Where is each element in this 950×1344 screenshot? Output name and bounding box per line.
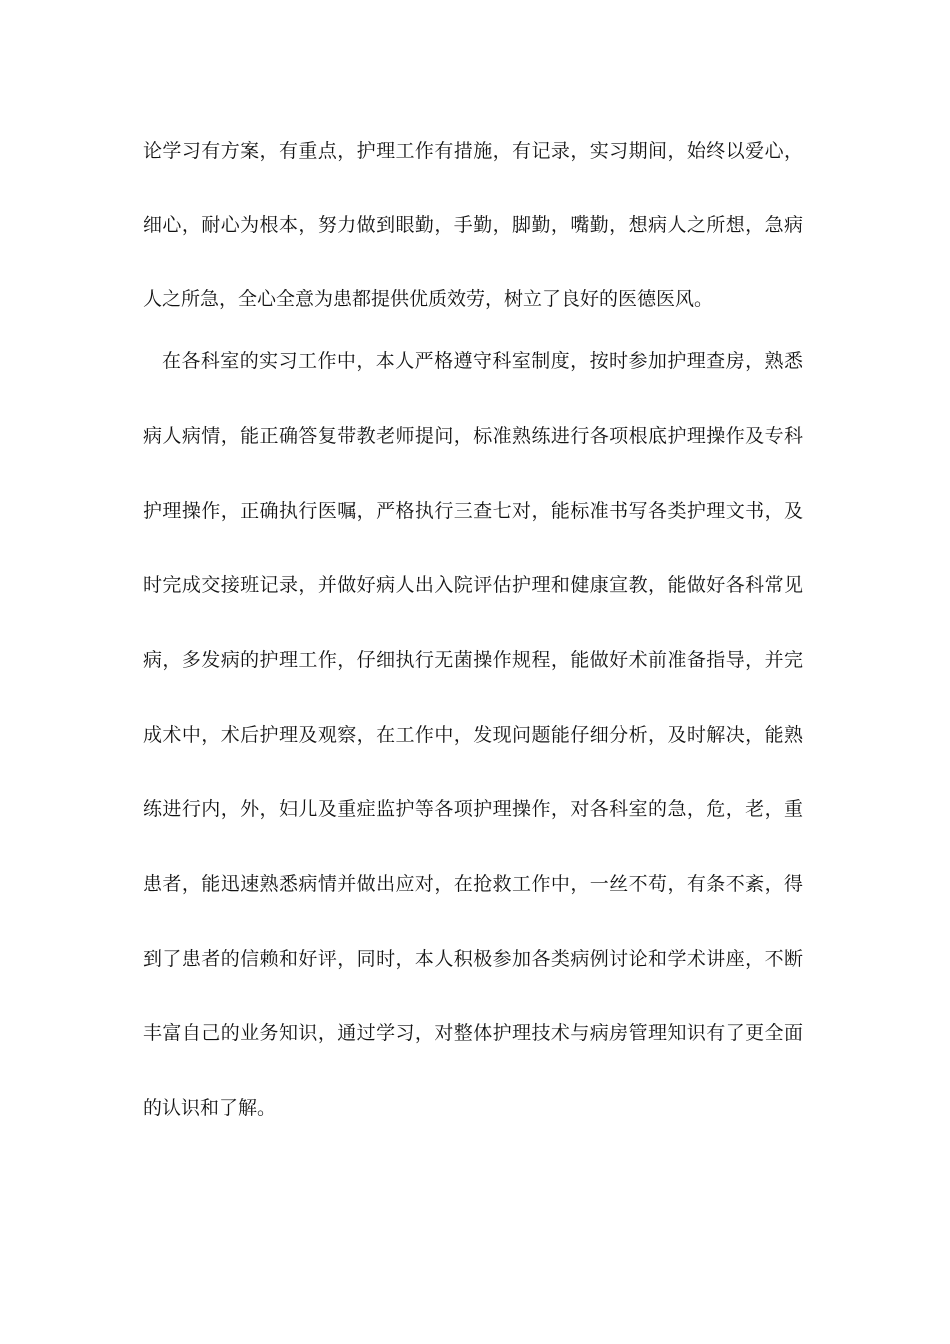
paragraph-2-line-2: 病人病情，能正确答复带教老师提问，标准熟练进行各项根底护理操作及专科 xyxy=(143,425,803,447)
paragraph-1-line-1: 论学习有方案，有重点，护理工作有措施，有记录，实习期间，始终以爱心， xyxy=(143,140,803,162)
paragraph-2-line-9: 到了患者的信赖和好评，同时，本人积极参加各类病例讨论和学术讲座，不断 xyxy=(143,948,803,970)
paragraph-2-line-7: 练进行内，外，妇儿及重症监护等各项护理操作，对各科室的急，危，老，重 xyxy=(143,798,803,820)
paragraph-2-line-11: 的认识和了解。 xyxy=(143,1097,277,1119)
paragraph-1-line-2: 细心，耐心为根本，努力做到眼勤，手勤，脚勤，嘴勤，想病人之所想，急病 xyxy=(143,214,803,236)
paragraph-1-line-3: 人之所急，全心全意为患都提供优质效劳，树立了良好的医德医风。 xyxy=(143,288,714,310)
paragraph-2-line-1: 在各科室的实习工作中，本人严格遵守科室制度，按时参加护理查房，熟悉 xyxy=(162,350,803,372)
paragraph-2-line-8: 患者，能迅速熟悉病情并做出应对，在抢救工作中，一丝不苟，有条不紊，得 xyxy=(143,873,803,895)
paragraph-2-line-10: 丰富自己的业务知识，通过学习，对整体护理技术与病房管理知识有了更全面 xyxy=(143,1022,803,1044)
paragraph-2-line-4: 时完成交接班记录，并做好病人出入院评估护理和健康宣教，能做好各科常见 xyxy=(143,574,803,596)
paragraph-2-line-6: 成术中，术后护理及观察，在工作中，发现问题能仔细分析，及时解决，能熟 xyxy=(143,724,803,746)
paragraph-2-line-3: 护理操作，正确执行医嘱，严格执行三查七对，能标准书写各类护理文书，及 xyxy=(143,500,803,522)
paragraph-2-line-5: 病，多发病的护理工作，仔细执行无菌操作规程，能做好术前准备指导，并完 xyxy=(143,649,803,671)
